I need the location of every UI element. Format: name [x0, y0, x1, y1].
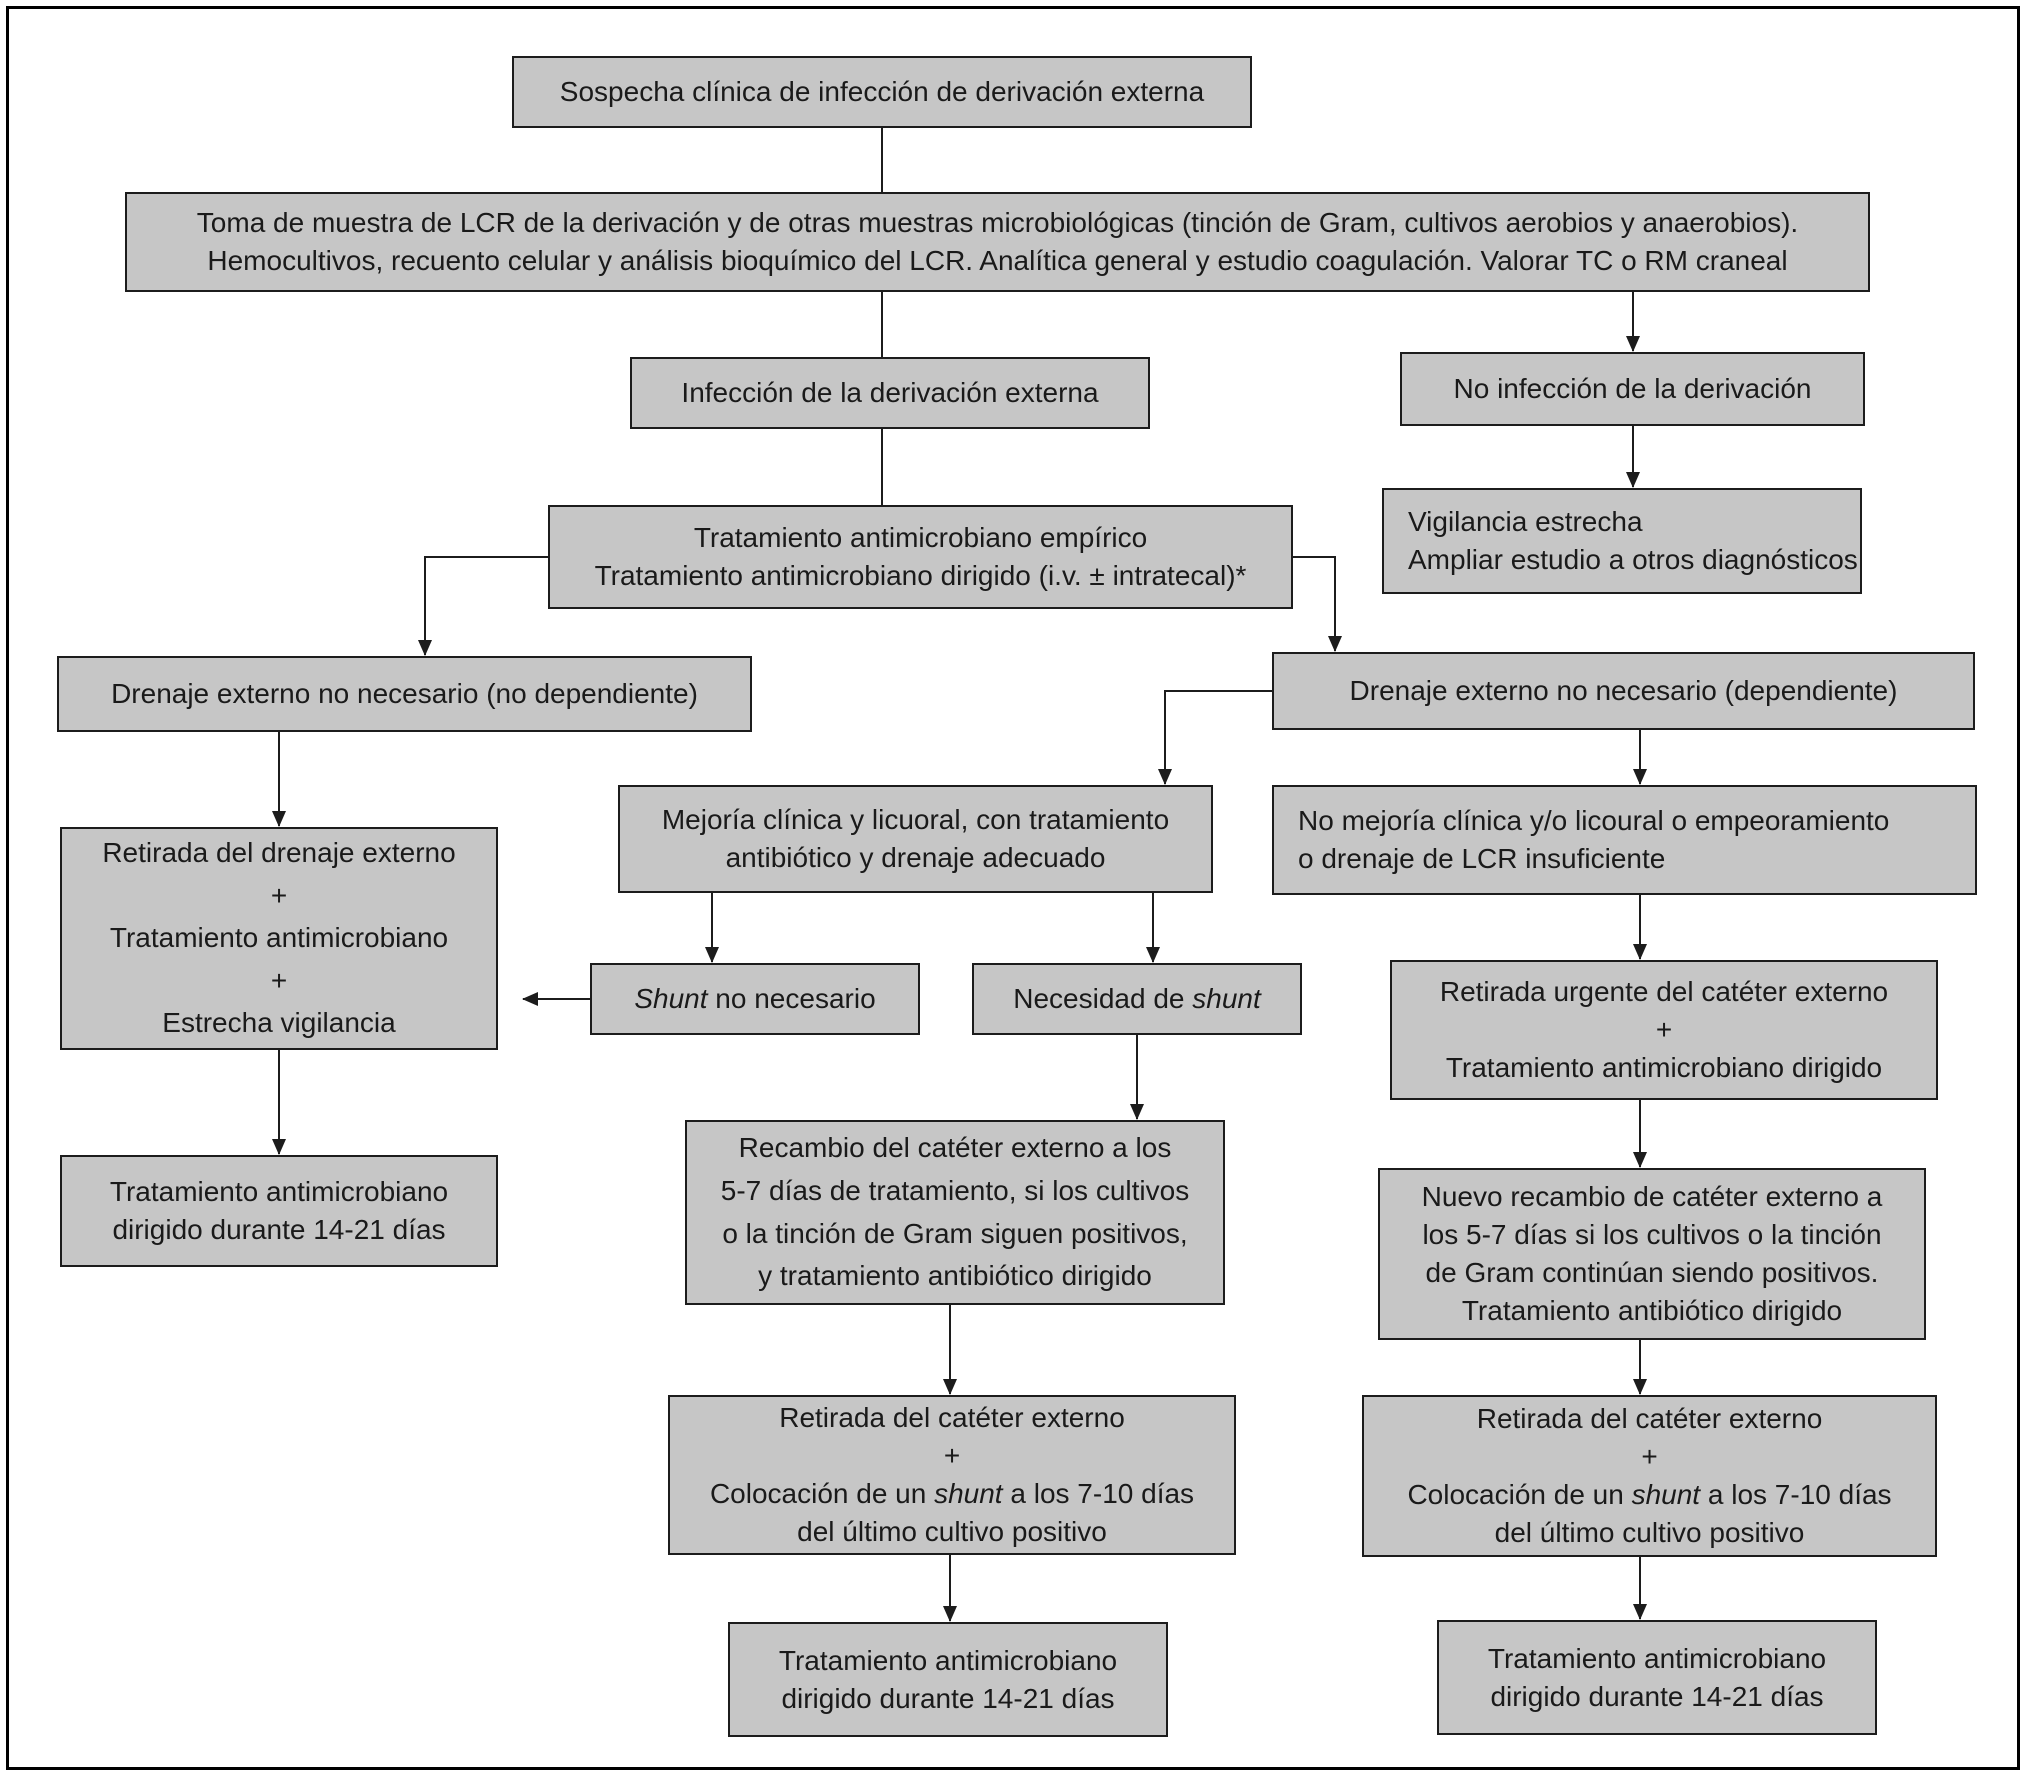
text-line: dirigido durante 14-21 días: [781, 1682, 1115, 1714]
node-shunt-no-necesario: [590, 963, 920, 1035]
node-recambio-cateter: [685, 1120, 1225, 1305]
node-drenaje-dependiente: [1272, 652, 1975, 730]
text-segment: Colocación de un: [709, 1478, 935, 1509]
text-line: de Gram continúan siendo positivos.: [1425, 1257, 1879, 1288]
text-line: [1013, 980, 1261, 1018]
text-line: Ampliar estudio a otros diagnósticos: [1408, 544, 1858, 575]
text-line: Retirada urgente del catéter externo: [1439, 976, 1889, 1008]
italic-shunt: shunt: [1631, 1479, 1701, 1510]
text-line: Drenaje externo no necesario (dependiente): [1349, 675, 1898, 707]
text-segment: a los 7-10 días: [1700, 1479, 1892, 1510]
text-line: los 5-7 días si los cultivos o la tinción: [1422, 1219, 1882, 1251]
text-line: antibiótico y drenaje adecuado: [725, 842, 1106, 873]
node-no-mejoria-clinica: [1272, 785, 1977, 895]
text-line: dirigido durante 14-21 días: [112, 1214, 446, 1245]
node-tratamiento-14-21-derecha: [1437, 1620, 1877, 1735]
text-line: o la tinción de Gram siguen positivos,: [722, 1217, 1188, 1249]
text-line: dirigido durante 14-21 días: [1490, 1680, 1824, 1712]
text-line: o drenaje de LCR insuficiente: [1298, 843, 1666, 874]
text-line: [634, 980, 875, 1018]
node-infeccion-derivacion: [630, 357, 1150, 429]
text-line: y tratamiento antibiótico dirigido: [758, 1260, 1152, 1292]
text-line: Drenaje externo no necesario (no dependiente): [111, 678, 698, 710]
node-mejoria-clinica: [618, 785, 1213, 893]
node-tratamiento-14-21-centro: [728, 1622, 1168, 1737]
text-line: Retirada del catéter externo: [1476, 1403, 1823, 1435]
text-segment: a los 7-10 días: [1002, 1478, 1195, 1509]
text-line: Tratamiento antimicrobiano: [109, 1176, 449, 1208]
text-line: Tratamiento antimicrobiano: [109, 922, 449, 954]
text-segment: no necesario: [707, 983, 876, 1015]
text-line: +: [270, 879, 288, 911]
node-necesidad-de-shunt: [972, 963, 1302, 1035]
text-line: Hemocultivos, recuento celular y análisis bioquímico del LCR. Analítica general y estudio coagulación. Valorar TC o RM craneal: [207, 245, 1788, 276]
text-line: Infección de la derivación externa: [681, 377, 1099, 409]
node-drenaje-no-dependiente: [57, 656, 752, 732]
text-line: No infección de la derivación: [1453, 373, 1812, 405]
node-retirada-colocacion-centro: [668, 1395, 1236, 1555]
text-line: +: [1641, 1441, 1658, 1473]
text-line: +: [270, 964, 288, 996]
text-line: +: [1655, 1014, 1673, 1046]
text-line: Toma de muestra de LCR de la derivación y de otras muestras microbiológicas (tinción de Gram, cultivos aerobios y anaerobios).: [196, 207, 1799, 239]
italic-shunt: Shunt: [634, 983, 708, 1015]
text-line: Tratamiento antimicrobiano dirigido (i.v. ± intratecal)*: [594, 560, 1247, 591]
text-line: Retirada del catéter externo: [779, 1402, 1125, 1434]
text-line: Sospecha clínica de infección de derivación externa: [559, 76, 1205, 108]
node-tratamiento-empirico: [548, 505, 1293, 609]
text-line: Nuevo recambio de catéter externo a: [1421, 1181, 1883, 1213]
connector-tratamiento-nodependiente: [425, 557, 548, 655]
text-line: Tratamiento antibiótico dirigido: [1461, 1294, 1843, 1326]
text-line: No mejoría clínica y/o licoural o empeoramiento: [1298, 805, 1890, 837]
node-toma-muestra: [125, 192, 1870, 292]
text-line: [1407, 1476, 1891, 1514]
text-segment: Colocación de un: [1407, 1479, 1632, 1510]
text-line: Vigilancia estrecha: [1408, 506, 1643, 538]
text-line: Tratamiento antimicrobiano: [1487, 1642, 1827, 1674]
node-no-infeccion-derivacion: [1400, 352, 1865, 426]
node-retirada-colocacion-derecha: [1362, 1395, 1937, 1557]
text-line: Mejoría clínica y licuoral, con tratamiento: [661, 804, 1170, 836]
node-vigilancia-estrecha: [1382, 488, 1862, 594]
text-line: +: [943, 1440, 961, 1472]
connector-tratamiento-dependiente: [1293, 557, 1335, 651]
text-line: Tratamiento antimicrobiano: [778, 1644, 1118, 1676]
connector-dependiente-mejoria: [1165, 691, 1272, 784]
node-retirada-urgente-cateter: [1390, 960, 1938, 1100]
text-line: Recambio del catéter externo a los: [738, 1132, 1172, 1164]
italic-shunt: shunt: [934, 1478, 1003, 1509]
node-tratamiento-14-21-izquierda: [60, 1155, 498, 1267]
italic-shunt: shunt: [1192, 983, 1261, 1015]
node-nuevo-recambio-cateter: [1378, 1168, 1926, 1340]
text-line: Estrecha vigilancia: [162, 1007, 396, 1039]
text-line: del último cultivo positivo: [1494, 1516, 1805, 1548]
text-line: Tratamiento antimicrobiano dirigido: [1445, 1051, 1883, 1083]
text-line: del último cultivo positivo: [797, 1515, 1107, 1547]
node-sospecha-clinica: [512, 56, 1252, 128]
text-line: [710, 1475, 1194, 1513]
text-segment: Necesidad de: [1013, 983, 1193, 1015]
text-line: Retirada del drenaje externo: [102, 837, 456, 869]
text-line: 5-7 días de tratamiento, si los cultivos: [720, 1174, 1190, 1206]
node-retirada-drenaje-externo: [60, 827, 498, 1050]
text-line: Tratamiento antimicrobiano empírico: [693, 522, 1148, 554]
